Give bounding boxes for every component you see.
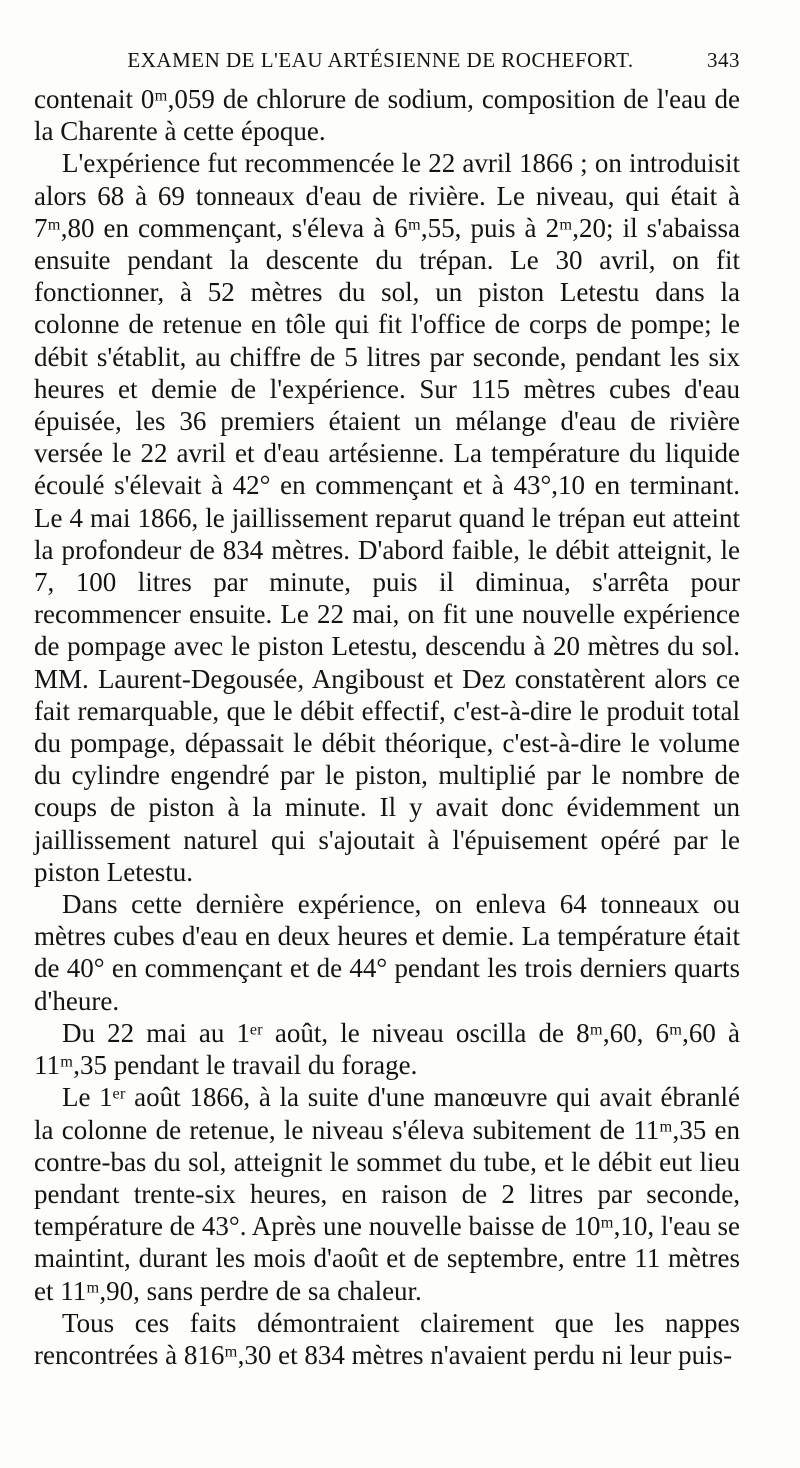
body-text [34, 83, 740, 1371]
paragraph: Le 1ᵉʳ août 1866, à la suite d'une manœuvre qui avait ébranlé la colonne de retenue, le niveau s'éleva subitement de 11ᵐ,35 en contre-bas du sol, atteignit le sommet du tube, et le débit eut lieu pendant trente-six heures, en raison de 2 litres par seconde, température de 43°. Après une nouvelle baisse de 10ᵐ,10, l'eau se maintint, durant les mois d'août et de septembre, entre 11 mètres et 11ᵐ,90, sans perdre de sa chaleur. [34, 1082, 740, 1306]
paragraph: L'expérience fut recommencée le 22 avril 1866 ; on introduisit alors 68 à 69 tonneaux d'eau de rivière. Le niveau, qui était à 7ᵐ,80 en commençant, s'éleva à 6ᵐ,55, puis à 2ᵐ,20; il s'abaissa ensuite pendant la descente du trépan. Le 30 avril, on fit fonctionner, à 52 mètres du sol, un piston Letestu dans la colonne de retenue en tôle qui fit l'office de corps de pompe; le débit s'établit, au chiffre de 5 litres par seconde, pendant les six heures et demie de l'expérience. Sur 115 mètres cubes d'eau épuisée, les 36 premiers étaient un mélange d'eau de rivière versée le 22 avril et d'eau artésienne. La température du liquide écoulé s'élevait à 42° en commençant et à 43°,10 en terminant. Le 4 mai 1866, le jaillissement reparut quand le trépan eut atteint la profondeur de 834 mètres. D'abord faible, le débit atteignit, le 7, 100 litres par minute, puis il diminua, s'arrêta pour recommencer ensuite. Le 22 mai, on fit une nouvelle expérience de pompage avec le piston Letestu, descendu à 20 mètres du sol. MM. Laurent-Degousée, Angiboust et Dez constatèrent alors ce fait remarquable, que le débit effectif, c'est-à-dire le produit total du pompage, dépassait le débit théorique, c'est-à-dire le volume du cylindre engendré par le piston, multiplié par le nombre de coups de piston à la minute. Il y avait donc évidemment un jaillissement naturel qui s'ajoutait à l'épuisement opéré par le piston Letestu. [34, 148, 740, 887]
page-number: 343 [707, 48, 740, 72]
paragraph: Du 22 mai au 1ᵉʳ août, le niveau oscilla de 8ᵐ,60, 6ᵐ,60 à 11ᵐ,35 pendant le travail du forage. [34, 1017, 740, 1081]
paragraph: Dans cette dernière expérience, on enleva 64 tonneaux ou mètres cubes d'eau en deux heures et demie. La température était de 40° en commençant et de 44° pendant les trois derniers quarts d'heure. [34, 889, 740, 1016]
paragraph: contenait 0ᵐ,059 de chlorure de sodium, composition de l'eau de la Charente à cette époque. [34, 84, 740, 147]
running-header [34, 48, 740, 73]
running-title: EXAMEN DE L'EAU ARTÉSIENNE DE ROCHEFORT. [127, 48, 634, 72]
paragraph: Tous ces faits démontraient clairement que les nappes rencontrées à 816ᵐ,30 et 834 mètres n'avaient perdu ni leur puis- [34, 1307, 740, 1370]
